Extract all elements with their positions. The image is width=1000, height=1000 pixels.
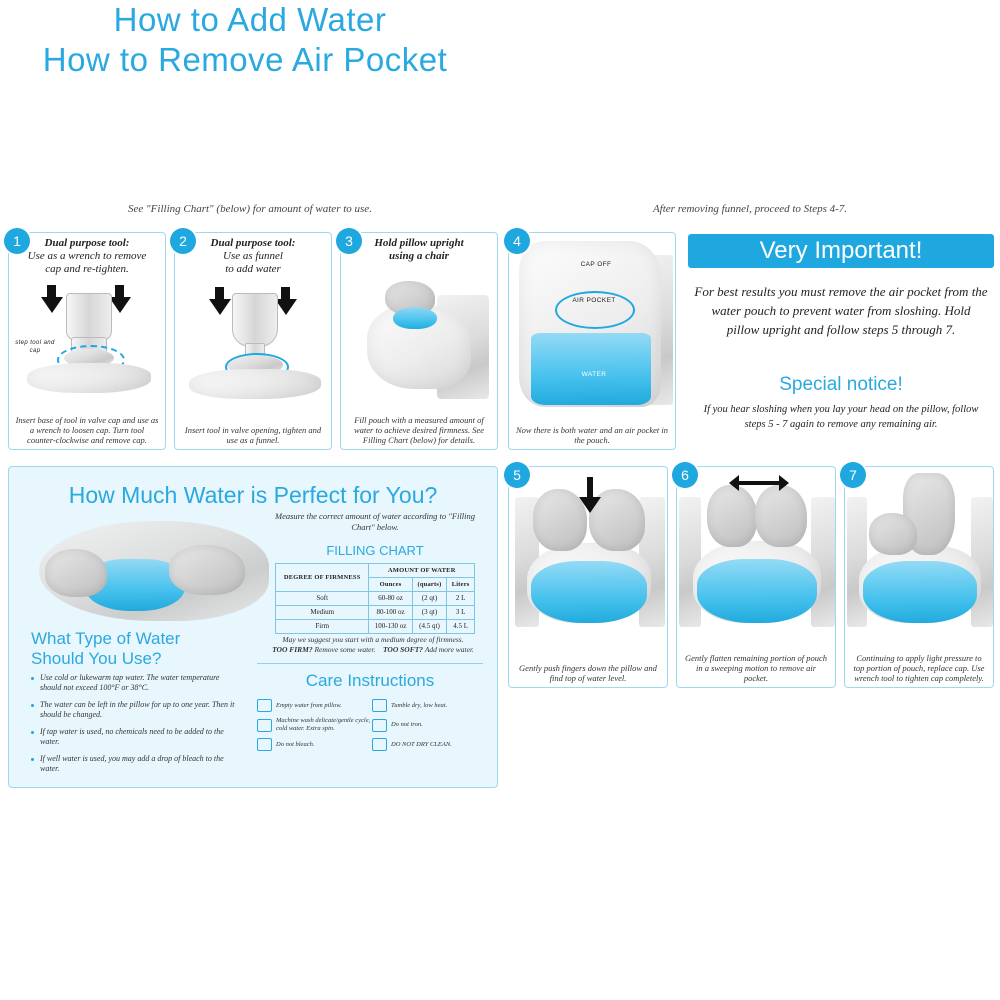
pillow-shape — [189, 369, 321, 399]
special-notice-heading: Special notice! — [779, 374, 903, 395]
arrow-down-icon-2 — [275, 299, 297, 315]
step-2-caption: Insert tool in valve opening, tighten and use as a funnel. — [184, 425, 322, 445]
step-1-illustration — [9, 285, 167, 395]
do-not-dry-clean-icon — [372, 738, 387, 751]
th-amount: AMOUNT OF WATER — [369, 564, 475, 578]
water-region — [531, 561, 647, 623]
water-type-bullets — [31, 673, 237, 781]
right-subtitle: After removing funnel, proceed to Steps 4-7. — [652, 203, 848, 215]
care-item — [257, 738, 372, 751]
step-2-card — [174, 232, 332, 450]
care-item-label: Machine wash delicate/gentle cycle, cold water. Extra spin. — [276, 717, 371, 732]
step-3-badge: 3 — [336, 228, 362, 254]
arrow-stem — [587, 477, 593, 499]
care-item-label: DO NOT DRY CLEAN. — [391, 740, 452, 748]
water-region — [697, 559, 817, 623]
step-7-card — [844, 466, 994, 688]
filling-chart-table — [275, 563, 475, 634]
arrow-stem-2 — [115, 285, 124, 298]
list-item: If tap water is used, no chemicals need to be added to the water. — [31, 727, 237, 747]
arrow-stem — [47, 285, 56, 298]
table-row — [276, 606, 475, 620]
do-not-iron-icon — [372, 719, 387, 732]
th-liters: Liters — [447, 578, 475, 592]
special-notice-body: If you hear sloshing when you lay your head on the pillow, follow steps 5 - 7 again to remove any remaining air. — [703, 404, 979, 430]
step-5-badge: 5 — [504, 462, 530, 488]
care-item-label: Do not iron. — [391, 721, 423, 728]
divider — [257, 663, 483, 664]
tag-cap-off — [571, 261, 621, 268]
water-type-heading-line1: What Type of Water — [31, 629, 181, 648]
table-row — [276, 592, 475, 606]
tag-cap-off-label: CAP OFF — [580, 261, 612, 268]
pillow-shape — [27, 363, 151, 393]
very-important-panel — [688, 234, 994, 454]
step-7-illustration — [845, 469, 995, 639]
list-item: The water can be left in the pillow for up to one year. Then it should be changed. — [31, 700, 237, 720]
hand-right-icon — [169, 545, 245, 595]
cell-liters: 3 L — [447, 606, 475, 620]
too-firm-text: Remove some water. — [314, 645, 376, 654]
care-item — [372, 717, 487, 733]
cell-liters: 4.5 L — [447, 620, 475, 634]
tag-air-pocket — [567, 297, 621, 304]
water-pour — [393, 307, 437, 329]
empty-water-icon — [257, 699, 272, 712]
list-item: If well water is used, you may add a drop of bleach to the water. — [31, 754, 237, 774]
step-3-title — [341, 233, 497, 263]
step-6-caption: Gently flatten remaining portion of pouch in a sweeping motion to remove air pocket. — [684, 653, 828, 683]
step-3-card — [340, 232, 498, 450]
step-1-art-label: step tool and cap — [15, 340, 55, 354]
care-item-label: Tumble dry, low heat. — [391, 701, 448, 709]
step-1-badge: 1 — [4, 228, 30, 254]
arrow-stem — [215, 287, 224, 300]
arrow-down-icon — [41, 297, 63, 313]
step-5-caption: Gently push fingers down the pillow and find top of water level. — [519, 663, 657, 683]
step-1-title — [9, 233, 165, 276]
suggest-block — [257, 635, 489, 655]
care-title: Care Instructions — [305, 671, 435, 690]
table-row — [276, 620, 475, 634]
cell-quarts: (3 qt) — [412, 606, 447, 620]
dual-purpose-tool — [66, 293, 112, 341]
cell-liters: 2 L — [447, 592, 475, 606]
very-important-body: For best results you must remove the air pocket from the water pouch to prevent water from sloshing. Hold pillow upright and follow steps 5 through 7. — [694, 284, 988, 337]
step-2-title — [175, 233, 331, 276]
care-item-label: Empty water from pillow. — [276, 701, 342, 709]
suggest-line1: May we suggest you start with a medium degree of firmness. — [282, 635, 464, 644]
step-2-illustration — [175, 285, 333, 403]
care-instructions — [257, 699, 487, 756]
cell-firmness: Firm — [276, 620, 369, 634]
step-5-card — [508, 466, 668, 688]
step-4-caption: Now there is both water and an air pocket in the pouch. — [516, 425, 668, 445]
care-item — [257, 699, 372, 712]
tag-water — [567, 371, 621, 378]
too-soft-label: TOO SOFT? — [382, 645, 424, 654]
tag-water-label: WATER — [581, 371, 607, 378]
arrow-down-icon — [209, 299, 231, 315]
step-2-title-line3: to add water — [225, 263, 281, 275]
too-firm-label: TOO FIRM? — [272, 645, 313, 654]
step-3-title-line1: Hold pillow upright — [374, 237, 464, 249]
left-title: How to Add Water — [113, 1, 387, 38]
water-type-heading-line2: Should You Use? — [31, 649, 162, 668]
th-firmness: DEGREE OF FIRMNESS — [276, 564, 369, 592]
very-important-banner: Very Important! — [688, 234, 994, 268]
cell-firmness: Medium — [276, 606, 369, 620]
step-1-card — [8, 232, 166, 450]
cell-firmness: Soft — [276, 592, 369, 606]
step-1-title-line1: Dual purpose tool: — [44, 237, 130, 249]
step-2-badge: 2 — [170, 228, 196, 254]
do-not-bleach-icon — [257, 738, 272, 751]
arrow-left-right-icon — [739, 481, 779, 485]
hand-right-icon — [755, 485, 807, 547]
step-6-badge: 6 — [672, 462, 698, 488]
measure-note: Measure the correct amount of water according to "Filling Chart" below. — [275, 511, 475, 532]
water-type-heading — [31, 629, 251, 669]
care-item — [372, 699, 487, 712]
step-3-caption: Fill pouch with a measured amount of water to achieve desired firmness. See Filling Chart (below) for details. — [354, 415, 484, 445]
hand-left-icon — [45, 549, 107, 597]
arrow-down-icon-2 — [109, 297, 131, 313]
right-title: How to Remove Air Pocket — [42, 41, 448, 78]
funnel-tool — [232, 293, 278, 347]
too-soft-text: Add more water. — [424, 645, 474, 654]
water-region — [531, 333, 651, 405]
cell-ounces: 100-130 oz — [369, 620, 412, 634]
cell-ounces: 80-100 oz — [369, 606, 412, 620]
cell-ounces: 60-80 oz — [369, 592, 412, 606]
list-item: Use cold or lukewarm tap water. The water temperature should not exceed 100°F or 38°C. — [31, 673, 237, 693]
cell-quarts: (4.5 qt) — [412, 620, 447, 634]
care-item-label: Do not bleach. — [276, 740, 315, 748]
step-7-badge: 7 — [840, 462, 866, 488]
step-6-card — [676, 466, 836, 688]
step-7-caption: Continuing to apply light pressure to top portion of pouch, replace cap. Use wrench tool to tighten cap completely. — [853, 653, 985, 683]
step-3-illustration — [341, 277, 499, 403]
machine-wash-icon — [257, 719, 272, 732]
tumble-dry-icon — [372, 699, 387, 712]
step-1-title-line3: cap and re-tighten. — [45, 263, 129, 275]
water-amount-box — [8, 466, 498, 788]
arrow-stem-2 — [281, 287, 290, 300]
step-4-card — [508, 232, 676, 450]
step-4-illustration — [509, 235, 677, 413]
step-4-badge: 4 — [504, 228, 530, 254]
step-1-title-line2: Use as a wrench to remove — [27, 250, 147, 262]
th-quarts: (quarts) — [412, 578, 447, 592]
chair-back — [847, 497, 867, 627]
tag-air-pocket-label: AIR POCKET — [572, 297, 616, 304]
left-subtitle: See "Filling Chart" (below) for amount of water to use. — [128, 203, 372, 215]
care-item — [372, 738, 487, 751]
step-2-title-line1: Dual purpose tool: — [210, 237, 296, 249]
bluebox-title: How Much Water is Perfect for You? — [68, 482, 438, 508]
care-item — [257, 717, 372, 733]
filling-chart-title: FILLING CHART — [326, 543, 424, 558]
step-3-title-line2: using a chair — [389, 250, 449, 262]
step-1-caption: Insert base of tool in valve cap and use as a wrench to loosen cap. Turn tool counter-clockwise and remove cap. — [15, 415, 159, 445]
filling-chart — [275, 563, 475, 634]
hand-left-icon — [707, 485, 757, 547]
step-5-illustration — [509, 469, 669, 639]
cell-quarts: (2 qt) — [412, 592, 447, 606]
step-2-title-line2: Use as funnel — [223, 250, 283, 262]
bluebox-illustration — [29, 515, 279, 625]
step-6-illustration — [677, 469, 837, 639]
hand-left-icon — [869, 513, 917, 555]
th-ounces: Ounces — [369, 578, 412, 592]
arrow-down-icon — [579, 497, 601, 513]
water-region — [863, 561, 977, 623]
